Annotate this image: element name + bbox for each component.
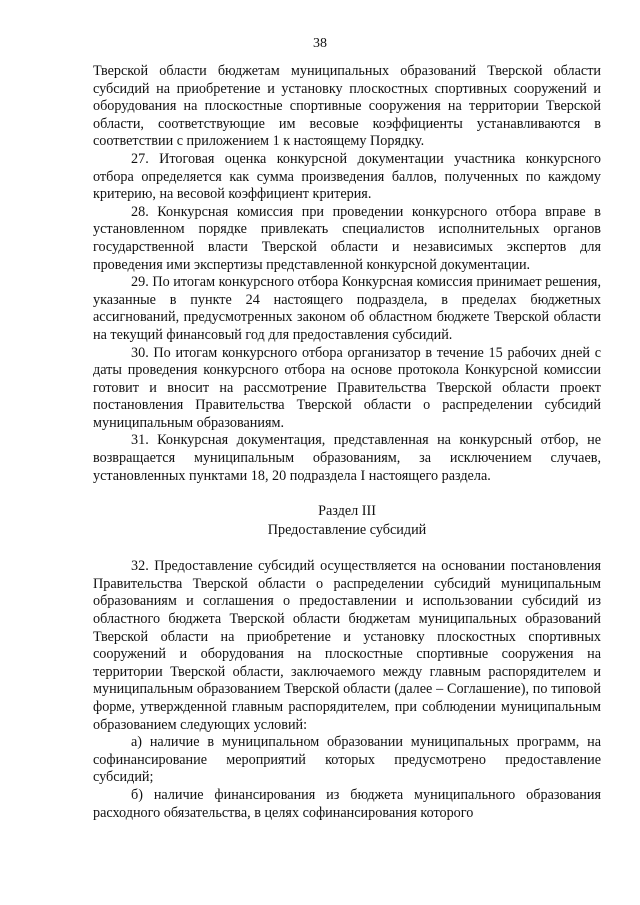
paragraph-27: 27. Итоговая оценка конкурсной документации участника конкурсного отбора определяется как сумма произведения баллов, полученных по каждому критерию, на весовой коэффициент критерия.: [93, 150, 601, 203]
document-body: [93, 63, 601, 822]
section-heading: Раздел III: [318, 503, 376, 520]
list-item-a: а) наличие в муниципальном образовании муниципальных программ, на софинансирование мероприятий которых предусмотрено предоставление субсидий;: [93, 734, 601, 786]
paragraph-30: 30. По итогам конкурсного отбора организатор в течение 15 рабочих дней с даты проведения конкурсного отбора на основе протокола Конкурсной комиссии готовит и вносит на рассмотрение Правительства Тверской области проект постановления Правительства Тверской области о распределении субсидий муниципальным образованиям.: [93, 344, 601, 431]
paragraph-31: 31. Конкурсная документация, представленная на конкурсный отбор, не возвращается муниципальным образованиям, за исключением случаев, установленных пунктами 18, 20 подраздела I настоящего раздела.: [93, 432, 601, 484]
section-title: Предоставление субсидий: [267, 522, 427, 539]
paragraph-continuation: Тверской области бюджетам муниципальных образований Тверской области субсидий на приобретение и установку плоскостных спортивных сооружений и оборудования на плоскостные спортивные сооружения на территории Тверской области, соответствующие им весовые коэффициенты устанавливаются в соответствии с приложением 1 к настоящему Порядку.: [93, 63, 601, 150]
paragraphs-before-section: [93, 63, 601, 485]
paragraph-32: 32. Предоставление субсидий осуществляется на основании постановления Правительства Тверской области о распределении субсидий муниципальным образованиям и соглашения о предоставлении и использовании субсидий из областного бюджета Тверской области бюджетам муниципальных образований Тверской области на приобретение и установку плоскостных спортивных сооружений и оборудования на плоскостные спортивные сооружения на территории Тверской области, заключаемого между главным распорядителем и муниципальным образованием Тверской области (далее – Соглашение), по типовой форме, утвержденной главным распорядителем, при соблюдении муниципальным образованием следующих условий:: [93, 558, 601, 733]
page-number: 38: [313, 36, 327, 51]
paragraphs-after-section: [93, 558, 601, 822]
paragraph-28: 28. Конкурсная комиссия при проведении конкурсного отбора вправе в установленном порядке привлекать специалистов исполнительных органов государственной власти Тверской области и независимых экспертов для проведения ими экспертизы представленной конкурсной документации.: [93, 203, 601, 273]
list-item-b: б) наличие финансирования из бюджета муниципального образования расходного обязательства, в целях софинансирования которого: [93, 786, 601, 821]
paragraph-29: 29. По итогам конкурсного отбора Конкурсная комиссия принимает решения, указанные в пункте 24 настоящего подраздела, в пределах бюджетных ассигнований, предусмотренных законом об областном бюджете Тверской области на текущий финансовый год для предоставления субсидий.: [93, 274, 601, 343]
